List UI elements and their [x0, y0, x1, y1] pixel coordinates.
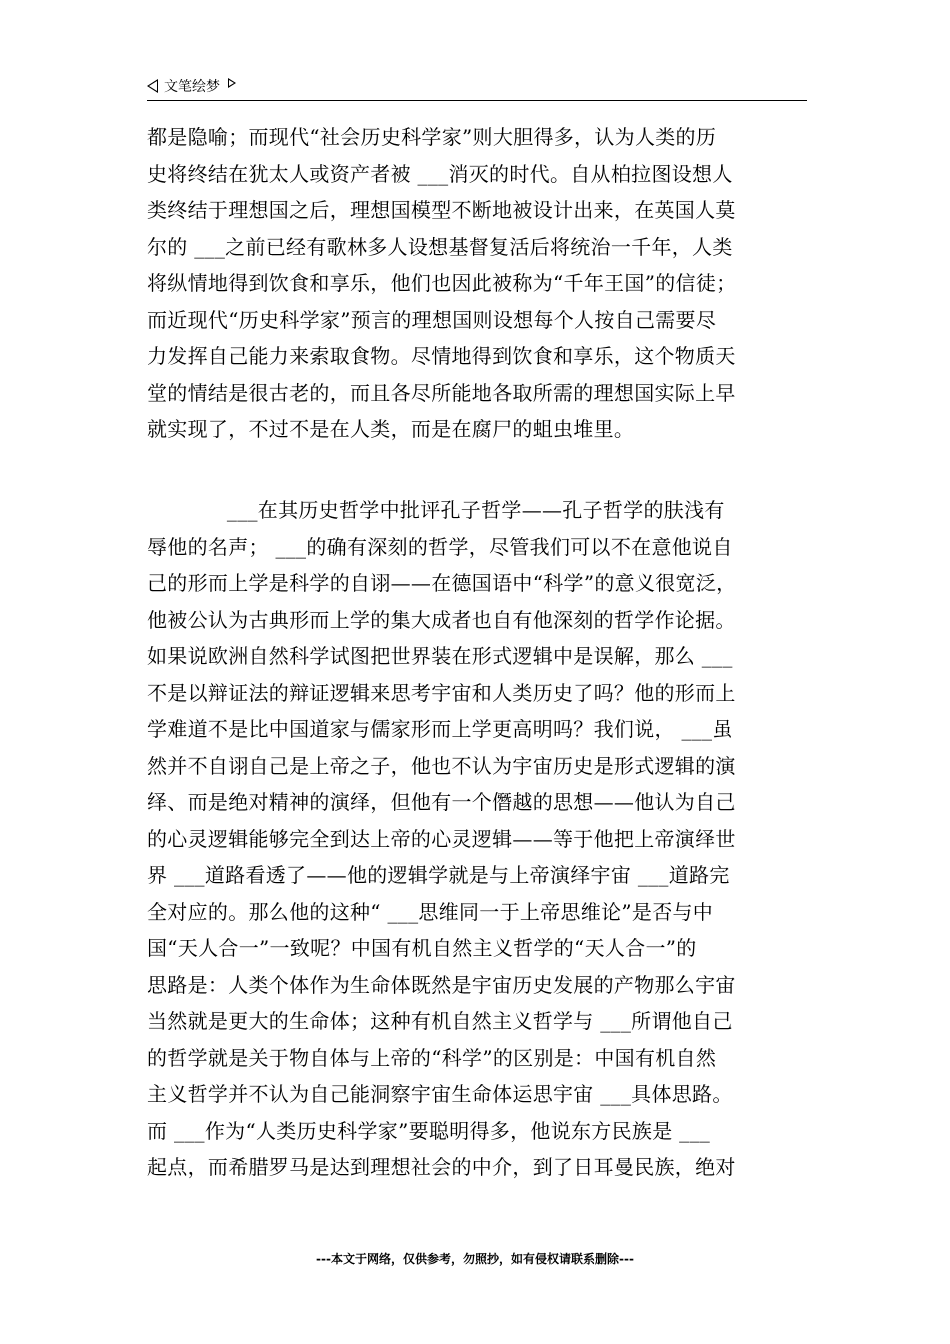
text-line: 的哲学就是关于物自体与上帝的“科学”的区别是：中国有机自然 [147, 1045, 717, 1070]
text-line: 都是隐喻；而现代“社会历史科学家”则大胆得多，认为人类的历 [147, 125, 717, 149]
page-header [147, 72, 807, 101]
text-line: 主义哲学并不认为自己能洞察宇宙生命体运思宇宙 ___具体思路。 [147, 1082, 733, 1106]
text-line: 将纵情地得到饮食和享乐，他们也因此被称为“千年王国”的信徒； [147, 271, 737, 295]
text-line: ___在其历史哲学中批评孔子哲学——孔子哲学的肤浅有 [147, 498, 725, 522]
triangle-left-icon [147, 79, 158, 93]
page-footer: ---本文于网络，仅供参考，勿照抄，如有侵权请联系删除--- [316, 1252, 634, 1266]
text-line: 而近现代“历史科学家”预言的理想国则设想每个人按自己需要尽 [147, 307, 717, 332]
header-title: 文笔绘梦 [164, 79, 220, 95]
triangle-right-icon [228, 78, 236, 88]
text-line: 然并不自诩自己是上帝之子，他也不认为宇宙历史是形式逻辑的演 [147, 753, 736, 778]
text-line: 他被公认为古典形而上学的集大成者也自有他深刻的哲学作论据。 [147, 607, 736, 632]
text-line: 而 ___作为“人类历史科学家”要聪明得多，他说东方民族是 ___ [147, 1118, 711, 1143]
text-line: 国“天人合一”一致呢？中国有机自然主义哲学的“天人合一”的 [147, 936, 697, 960]
text-line: 类终结于理想国之后，理想国模型不断地被设计出来，在英国人莫 [147, 198, 736, 222]
text-line: 思路是：人类个体作为生命体既然是宇宙历史发展的产物那么宇宙 [147, 972, 736, 997]
text-line: 史将终结在犹太人或资产者被 ___消灭的时代。自从柏拉图设想人 [147, 161, 733, 186]
text-line: 当然就是更大的生命体；这种有机自然主义哲学与 ___所谓他自己 [147, 1009, 733, 1033]
text-line: 界 ___道路看透了——他的逻辑学就是与上帝演绎宇宙 ___道路完 [147, 863, 730, 887]
paragraph-1 [147, 119, 807, 448]
text-line: 就实现了，不过不是在人类，而是在腐尸的蛆虫堆里。 [147, 417, 635, 441]
text-line: 全对应的。那么他的这种“ ___思维同一于上帝思维论”是否与中 [147, 899, 714, 924]
text-line: 绎、而是绝对精神的演绎，但他有一个僭越的思想——他认为自己 [147, 790, 736, 814]
paragraph-2 [147, 492, 807, 1186]
text-line: 力发挥自己能力来索取食物。尽情地得到饮食和享乐，这个物质天 [147, 344, 736, 368]
text-line: 己的形而上学是科学的自诩——在德国语中“科学”的意义很宽泛， [147, 571, 737, 595]
text-line: 的心灵逻辑能够完全到达上帝的心灵逻辑——等于他把上帝演绎世 [147, 826, 736, 851]
text-line: 辱他的名声； ___的确有深刻的哲学，尽管我们可以不在意他说自 [147, 534, 733, 559]
text-line: 不是以辩证法的辩证逻辑来思考宇宙和人类历史了吗？他的形而上 [147, 680, 736, 705]
text-line: 起点，而希腊罗马是达到理想社会的中介，到了日耳曼民族，绝对 [147, 1155, 736, 1179]
text-line: 尔的 ___之前已经有歌林多人设想基督复活后将统治一千年，人类 [147, 234, 733, 259]
text-line: 如果说欧洲自然科学试图把世界装在形式逻辑中是误解，那么 ___ [147, 644, 733, 668]
text-line: 堂的情结是很古老的，而且各尽所能地各取所需的理想国实际上早 [147, 380, 736, 405]
text-line: 学难道不是比中国道家与儒家形而上学更高明吗？我们说， ___虽 [147, 717, 733, 741]
